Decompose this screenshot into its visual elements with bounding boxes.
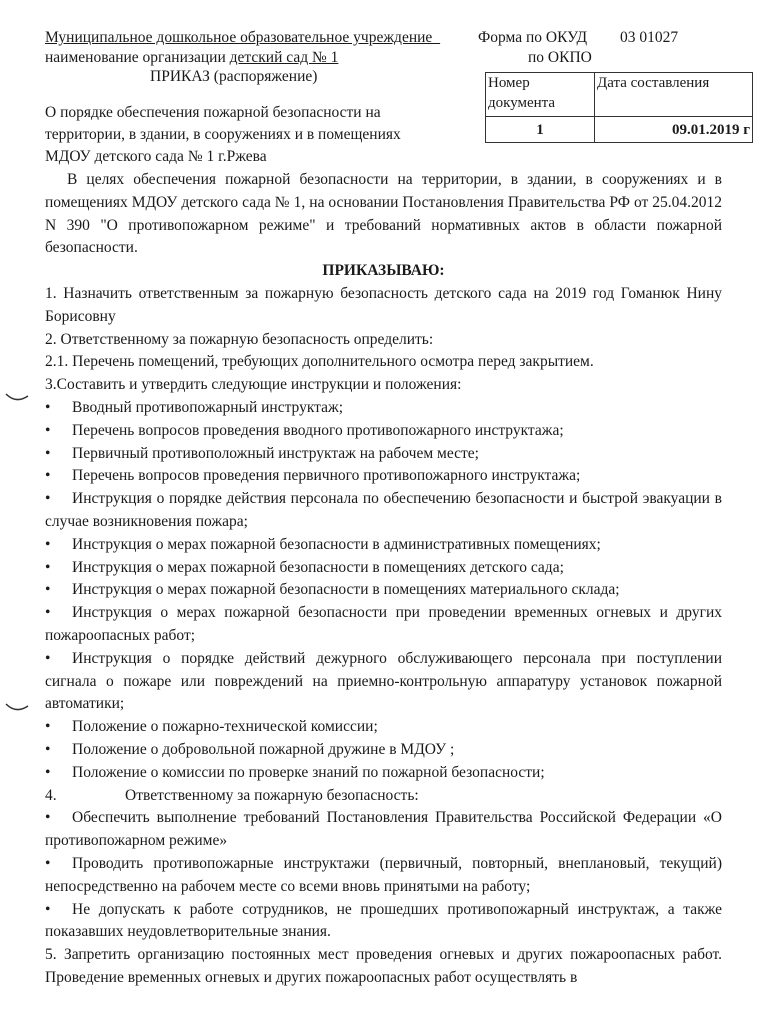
clause-1: 1. Назначить ответственным за пожарную безопасность детского сада на 2019 год Гоманюк Нину Борисовну (45, 284, 722, 325)
bullet-icon: • (45, 467, 51, 485)
doc-date-header: Дата составления (595, 73, 753, 117)
clause-4-number: 4. (45, 786, 57, 804)
bullet-icon: • (45, 581, 51, 599)
clause-2-1: 2.1. Перечень помещений, требующих дополнительного осмотра перед закрытием. (45, 353, 594, 371)
list-item: • Перечень вопросов проведения вводного противопожарного инструктажа; (45, 420, 722, 443)
bullet-icon: • (45, 444, 51, 462)
list-item: • Обеспечить выполнение требований Постановления Правительства Российской Федерации «О противопожарном режиме» (45, 809, 722, 850)
clause-3: 3.Составить и утвердить следующие инструкции и положения: (45, 376, 462, 394)
organization-label: наименование организации (45, 49, 230, 66)
bullet-icon: • (45, 490, 51, 508)
clause-2: 2. Ответственному за пожарную безопасность определить: (45, 330, 434, 348)
document-info-table (485, 72, 753, 143)
list-item: • Положение о пожарно-технической комиссии; (45, 716, 722, 739)
organization-name: детский сад № 1 (229, 49, 339, 66)
doc-date: 09.01.2019 г (595, 117, 753, 143)
list-item: • Положение о комиссии по проверке знаний по пожарной безопасности; (45, 762, 722, 785)
okud-label: Форма по ОКУД (478, 29, 588, 46)
doc-number-header: Номер документа (486, 73, 595, 117)
clause-4 (45, 785, 722, 808)
order-body (45, 169, 722, 990)
list-item: • Перечень вопросов проведения первичного противопожарного инструктажа; (45, 465, 722, 488)
okpo-label: по ОКПО (528, 49, 592, 66)
document-type: ПРИКАЗ (распоряжение) (150, 68, 318, 85)
list-item: • Инструкция о мерах пожарной безопасности при проведении временных огневых и других пожароопасных работ; (45, 604, 722, 644)
bullet-icon: • (45, 809, 51, 827)
bullet-icon: • (45, 421, 51, 439)
order-heading: ПРИКАЗЫВАЮ: (322, 262, 445, 280)
list-item: • Положение о добровольной пожарной дружине в МДОУ ; (45, 739, 722, 762)
intro-paragraph: В целях обеспечения пожарной безопасности на территории, в здании, в сооружениях и в помещениях МДОУ детского сада № 1, на основании Постановления Правительства РФ от 25.04.2012 N 390 "О противопожарном режиме" и требований нормативных актов в области пожарной безопасности. (45, 171, 722, 257)
institution-name: Муниципальное дошкольное образовательное учреждение_ (45, 29, 441, 46)
bullet-icon: • (45, 535, 51, 553)
list-item: • Не допускать к работе сотрудников, не прошедших противопожарный инструктаж, а также показавших неудовлетворительные знания. (45, 900, 722, 941)
bullet-icon: • (45, 740, 51, 758)
scan-margin-mark-icon (4, 702, 30, 714)
bullet-icon: • (45, 900, 51, 918)
title-line: О порядке обеспечения пожарной безопасности на (45, 104, 381, 121)
list-item: • Инструкция о мерах пожарной безопасности в помещениях детского сада; (45, 557, 722, 580)
bullet-icon: • (45, 604, 51, 622)
bullet-icon: • (45, 649, 51, 667)
title-line: территории, в здании, в сооружениях и в помещениях (45, 126, 401, 143)
list-item: • Вводный противопожарный инструктаж; (45, 397, 722, 420)
bullet-icon: • (45, 558, 51, 576)
okud-value: 03 01027 (620, 29, 679, 46)
doc-number: 1 (486, 117, 595, 143)
list-item: • Проводить противопожарные инструктажи (первичный, повторный, внеплановый, текущий) непосредственно на рабочем месте со всеми вновь принятыми на работу; (45, 854, 722, 895)
clause-5: 5. Запретить организацию постоянных мест проведения огневых и других пожароопасных работ. Проведение временных огневых и других пожароопасных работ осуществлять в (45, 946, 722, 986)
bullet-icon: • (45, 718, 51, 736)
list-item: • Инструкция о мерах пожарной безопасности в помещениях материального склада; (45, 579, 722, 602)
title-line: МДОУ детского сада № 1 г.Ржева (45, 148, 267, 165)
bullet-icon: • (45, 763, 51, 781)
bullet-icon: • (45, 854, 51, 872)
list-item: • Инструкция о порядке действия персонала по обеспечению безопасности и быстрой эвакуации в случае возникновения пожара; (45, 490, 722, 530)
list-item: • Инструкция о мерах пожарной безопасности в административных помещениях; (45, 534, 722, 557)
scan-margin-mark-icon (4, 392, 30, 404)
bullet-icon: • (45, 398, 51, 416)
clause-4-text: Ответственному за пожарную безопасность: (125, 786, 419, 804)
organization-line (45, 48, 338, 68)
list-item: • Инструкция о порядке действий дежурного обслуживающего персонала при поступлении сигнала о пожаре или повреждений на приемно-контрольную аппаратуру установок пожарной автоматики; (45, 649, 722, 713)
list-item: • Первичный противоположный инструктаж на рабочем месте; (45, 443, 722, 466)
